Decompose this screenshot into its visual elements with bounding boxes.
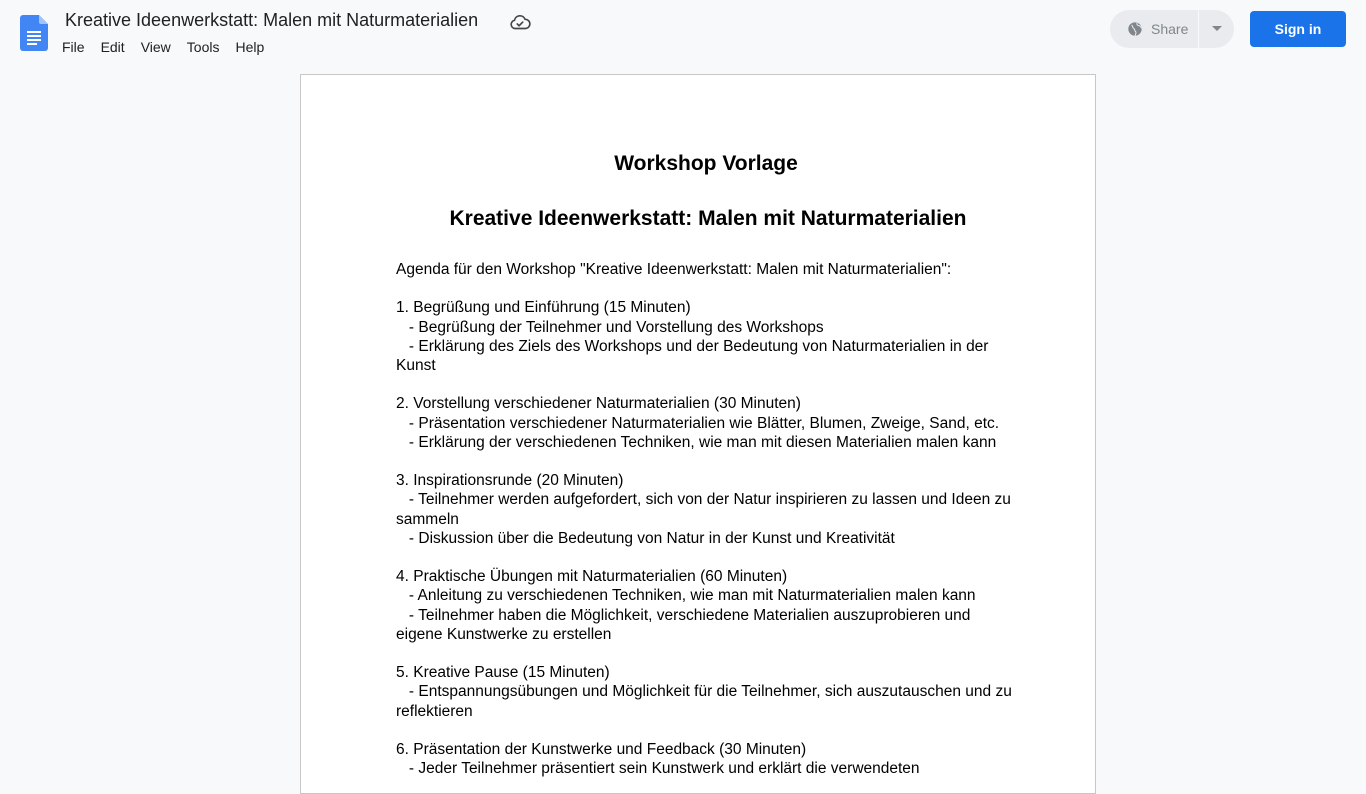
document-heading: Workshop Vorlage xyxy=(614,152,798,175)
document-body[interactable] xyxy=(396,260,1016,778)
share-button[interactable] xyxy=(1110,10,1199,48)
document-line xyxy=(396,644,1016,663)
document-line: - Diskussion über die Bedeutung von Natur in der Kunst und Kreativität xyxy=(396,529,895,547)
document-line: 4. Praktische Übungen mit Naturmaterialien (60 Minuten) xyxy=(396,568,788,586)
document-line: - Begrüßung der Teilnehmer und Vorstellung des Workshops xyxy=(396,318,824,336)
document-line xyxy=(396,452,1016,471)
document-line: - Erklärung des Ziels des Workshops und der Bedeutung von Naturmaterialien in der Kunst xyxy=(396,337,993,374)
google-docs-logo-icon[interactable] xyxy=(20,15,48,51)
globe-icon xyxy=(1127,21,1143,37)
document-line: 5. Kreative Pause (15 Minuten) xyxy=(396,664,610,682)
share-label: Share xyxy=(1151,21,1189,37)
menu-help[interactable]: Help xyxy=(235,39,265,55)
document-line: - Teilnehmer werden aufgefordert, sich von der Natur inspirieren zu lassen und Ideen zu sammeln xyxy=(396,491,1016,528)
menu-tools[interactable]: Tools xyxy=(186,39,220,55)
document-line: - Erklärung der verschiedenen Techniken, wie man mit diesen Materialien malen kann xyxy=(396,433,997,451)
menu-edit[interactable]: Edit xyxy=(100,39,125,55)
document-line: - Anleitung zu verschiedenen Techniken, wie man mit Naturmaterialien malen kann xyxy=(396,587,976,605)
document-line: Agenda für den Workshop "Kreative Ideenwerkstatt: Malen mit Naturmaterialien": xyxy=(396,261,952,278)
document-line: 6. Präsentation der Kunstwerke und Feedback (30 Minuten) xyxy=(396,740,807,758)
document-title[interactable]: Kreative Ideenwerkstatt: Malen mit Naturmaterialien xyxy=(65,10,479,30)
document-line: 2. Vorstellung verschiedener Naturmaterialien (30 Minuten) xyxy=(396,395,801,413)
menu-file[interactable]: File xyxy=(62,39,85,55)
document-line: - Teilnehmer haben die Möglichkeit, verschiedene Materialien auszuprobieren und eigene Kunstwerke zu erstellen xyxy=(396,606,975,643)
cloud-saved-icon[interactable] xyxy=(509,12,531,34)
share-dropdown[interactable] xyxy=(1199,10,1234,48)
document-line xyxy=(396,375,1016,394)
document-line: - Entspannungsübungen und Möglichkeit für die Teilnehmer, sich auszutauschen und zu reflektieren xyxy=(396,683,1017,720)
document-page[interactable] xyxy=(300,74,1096,794)
sign-in-button[interactable]: Sign in xyxy=(1250,11,1346,47)
top-bar xyxy=(0,0,1366,64)
menu-view[interactable]: View xyxy=(140,39,171,55)
document-line xyxy=(396,721,1016,740)
document-line: 1. Begrüßung und Einführung (15 Minuten) xyxy=(396,299,691,317)
document-subheading: Kreative Ideenwerkstatt: Malen mit Naturmaterialien xyxy=(449,207,967,230)
document-line: - Jeder Teilnehmer präsentiert sein Kunstwerk und erklärt die verwendeten xyxy=(396,760,920,778)
document-line: 3. Inspirationsrunde (20 Minuten) xyxy=(396,472,624,490)
menu-bar xyxy=(54,37,272,57)
document-line xyxy=(396,279,1016,298)
document-line xyxy=(396,548,1016,567)
document-line: - Präsentation verschiedener Naturmaterialien wie Blätter, Blumen, Zweige, Sand, etc. xyxy=(396,414,1000,432)
share-button-group xyxy=(1110,10,1234,48)
caret-down-icon xyxy=(1212,26,1222,32)
